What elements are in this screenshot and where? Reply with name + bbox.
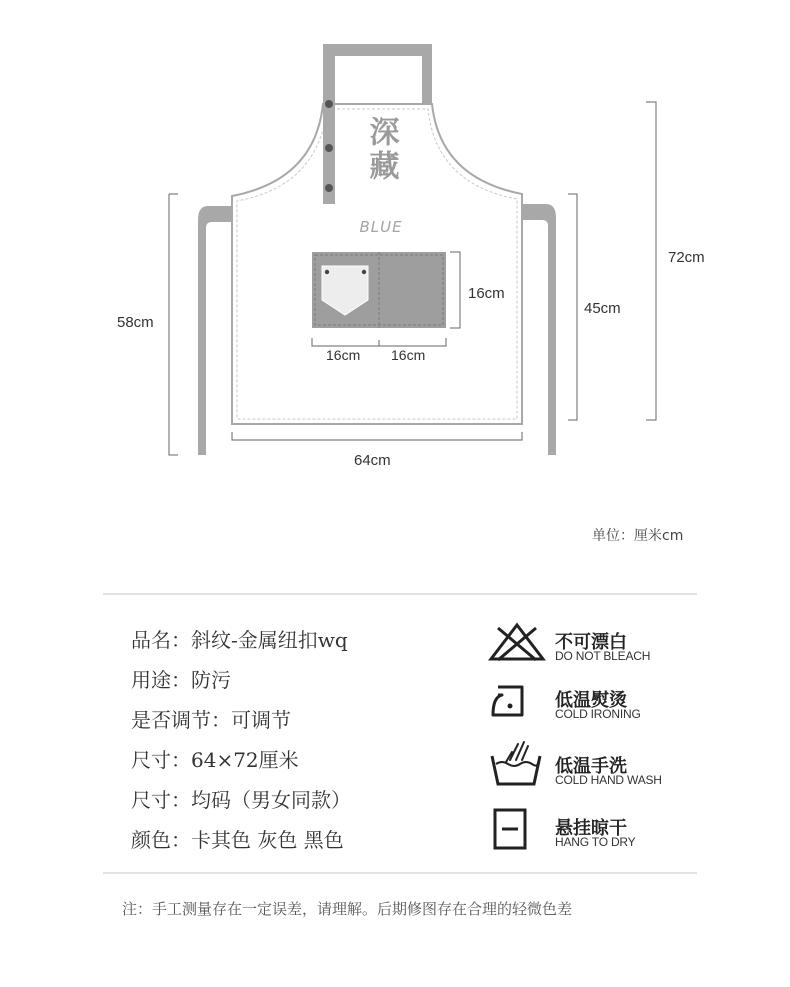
care-en-wash: COLD HAND WASH <box>555 773 662 787</box>
metal-button <box>325 144 333 152</box>
print-en: BLUE <box>359 218 403 236</box>
care-en-dry: HANG TO DRY <box>555 835 636 849</box>
care-zh-bleach: 不可漂白 <box>555 632 627 653</box>
no-bleach-icon <box>488 622 546 662</box>
dim-width: 64cm <box>354 452 391 469</box>
dim-pocket-w2: 16cm <box>391 347 426 363</box>
low-iron-icon <box>490 683 530 721</box>
dim-pocket-w1: 16cm <box>326 347 361 363</box>
unit-note: 单位：厘米cm <box>592 528 684 544</box>
spec-colors: 颜色：卡其色 灰色 黑色 <box>131 828 344 852</box>
divider-top <box>103 593 697 595</box>
dim-height-side: 58cm <box>117 314 154 331</box>
right-tie <box>522 204 556 455</box>
spec-adjustable: 是否调节：可调节 <box>131 708 291 732</box>
hand-wash-icon <box>488 738 544 786</box>
spec-fit: 尺寸：均码（男女同款） <box>131 788 351 812</box>
divider-bottom <box>103 872 697 874</box>
care-zh-wash: 低温手洗 <box>555 756 627 777</box>
care-en-bleach: DO NOT BLEACH <box>555 649 651 663</box>
metal-button <box>325 184 333 192</box>
spec-name: 品名：斜纹-金属纽扣wq <box>131 628 348 652</box>
spec-size: 尺寸：64×72厘米 <box>131 748 299 772</box>
spec-use: 用途：防污 <box>131 668 231 692</box>
dim-height-body: 45cm <box>584 300 621 317</box>
hang-dry-icon <box>493 808 527 850</box>
dim-pocket-height: 16cm <box>468 285 505 302</box>
left-tie <box>198 206 232 455</box>
neck-strap <box>323 44 432 104</box>
metal-button <box>325 100 333 108</box>
care-en-iron: COLD IRONING <box>555 707 641 721</box>
footnote: 注：手工测量存在一定误差，请理解。后期修图存在合理的轻微色差 <box>122 900 573 918</box>
care-zh-dry: 悬挂晾干 <box>555 818 627 839</box>
print-zh: 深藏 <box>363 116 399 184</box>
care-zh-iron: 低温熨烫 <box>555 690 627 711</box>
dim-height-total: 72cm <box>668 249 705 266</box>
